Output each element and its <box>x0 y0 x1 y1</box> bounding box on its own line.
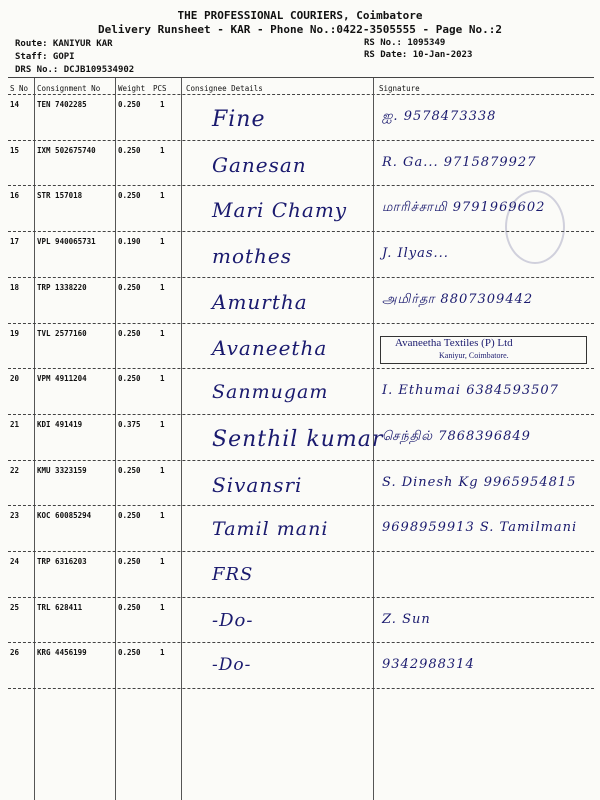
cell-sno: 21 <box>10 419 20 429</box>
consignee-handwriting: Fine <box>212 107 266 132</box>
row-rule <box>8 505 594 506</box>
cell-sno: 15 <box>10 145 20 155</box>
row-rule <box>8 414 594 415</box>
table-row <box>10 554 595 599</box>
cell-consignment: TRP 6316203 <box>37 557 87 566</box>
cell-weight: 0.250 <box>118 557 141 566</box>
cell-sno: 24 <box>10 557 20 566</box>
cell-weight: 0.250 <box>118 282 141 292</box>
row-rule <box>8 323 594 324</box>
consignee-handwriting: mothes <box>212 244 293 269</box>
signature-handwriting: Z. Sun <box>382 611 431 627</box>
cell-pcs: 1 <box>160 374 165 384</box>
cell-pcs: 1 <box>160 100 165 109</box>
cell-weight: 0.190 <box>118 237 141 247</box>
col-weight: Weight <box>118 84 146 93</box>
signature-handwriting: R. Ga... 9715879927 <box>382 154 537 170</box>
row-rule <box>8 368 594 369</box>
consignee-handwriting: -Do- <box>212 655 252 676</box>
cell-pcs: 1 <box>160 191 165 201</box>
table-row <box>10 234 595 279</box>
cell-consignment: TRL 628411 <box>37 602 83 612</box>
cell-weight: 0.250 <box>118 648 141 658</box>
table-header <box>10 82 595 96</box>
cell-consignment: TVL 2577160 <box>37 328 87 338</box>
consignee-handwriting: Senthil kumar <box>212 426 384 452</box>
signature-handwriting: I. Ethumai 6384593507 <box>382 383 559 399</box>
cell-consignment: VPL 940065731 <box>37 237 96 247</box>
cell-weight: 0.250 <box>118 374 141 384</box>
cell-sno: 20 <box>10 374 20 384</box>
row-rule <box>8 460 594 461</box>
table-row <box>10 600 595 645</box>
col-consignment: Consignment No <box>37 84 101 93</box>
col-pcs: PCS <box>153 84 167 93</box>
cell-consignment: KOC 60085294 <box>37 511 92 521</box>
consignee-handwriting: Ganesan <box>212 152 307 177</box>
consignee-handwriting: -Do- <box>212 609 254 631</box>
cell-consignment: TRP 1338220 <box>37 282 87 292</box>
signature-handwriting: மாரிச்சாமி 9791969602 <box>382 200 546 216</box>
rs-date-field: RS Date: 10-Jan-2023 <box>364 50 473 60</box>
signature-handwriting: J. Ilyas... <box>382 246 449 262</box>
table-row <box>10 97 595 142</box>
cell-weight: 0.250 <box>118 145 141 155</box>
cell-sno: 22 <box>10 465 20 475</box>
cell-consignment: KRG 4456199 <box>37 648 87 658</box>
consignee-handwriting: Sivansri <box>212 472 303 497</box>
cell-sno: 18 <box>10 282 20 292</box>
consignee-handwriting: Sanmugam <box>212 381 329 404</box>
cell-pcs: 1 <box>160 328 165 338</box>
cell-weight: 0.250 <box>118 602 141 612</box>
cell-sno: 25 <box>10 602 20 612</box>
cell-consignment: STR 157018 <box>37 191 83 201</box>
cell-weight: 0.250 <box>118 100 141 109</box>
cell-weight: 0.250 <box>118 328 141 338</box>
cell-sno: 17 <box>10 237 20 247</box>
cell-pcs: 1 <box>160 237 165 247</box>
table-row <box>10 645 595 690</box>
signature-handwriting: S. Dinesh Kg 9965954815 <box>382 474 577 490</box>
consignee-handwriting: Avaneetha <box>212 335 328 360</box>
signature-handwriting: ஐ. 9578473338 <box>382 109 497 124</box>
rs-number-field: RS No.: 1095349 <box>364 38 446 48</box>
cell-sno: 23 <box>10 511 20 521</box>
row-rule <box>8 597 594 598</box>
consignee-handwriting: Mari Chamy <box>212 198 348 223</box>
cell-weight: 0.250 <box>118 465 141 475</box>
cell-consignment: TEN 7402285 <box>37 100 87 109</box>
subtitle-line: Delivery Runsheet - KAR - Phone No.:0422-3505555 - Page No.:2 <box>98 23 502 36</box>
cell-consignment: IXM 502675740 <box>37 145 96 155</box>
cell-pcs: 1 <box>160 557 165 566</box>
consignee-handwriting: Amurtha <box>212 289 308 314</box>
stamp-line2: Kaniyur, Coimbatore. <box>439 351 509 360</box>
row-rule <box>8 688 594 689</box>
row-rule <box>8 231 594 232</box>
route-field: Route: KANIYUR KAR <box>15 39 113 49</box>
cell-weight: 0.375 <box>118 419 141 429</box>
staff-field: Staff: GOPI <box>15 52 75 62</box>
row-rule <box>8 642 594 643</box>
cell-consignment: VPM 4911204 <box>37 374 87 384</box>
cell-pcs: 1 <box>160 145 165 155</box>
cell-pcs: 1 <box>160 602 165 612</box>
company-stamp <box>380 336 587 364</box>
cell-weight: 0.250 <box>118 191 141 201</box>
title-line: THE PROFESSIONAL COURIERS, Coimbatore <box>177 9 423 22</box>
row-rule <box>8 140 594 141</box>
cell-consignment: KMU 3323159 <box>37 465 87 475</box>
row-rule <box>8 551 594 552</box>
cell-pcs: 1 <box>160 465 165 475</box>
table-top-rule <box>8 77 594 78</box>
row-rule <box>8 185 594 186</box>
consignee-handwriting: FRS <box>212 564 254 585</box>
cell-pcs: 1 <box>160 648 165 658</box>
cell-sno: 26 <box>10 648 20 658</box>
cell-pcs: 1 <box>160 511 165 521</box>
col-signature: Signature <box>379 84 420 93</box>
signature-handwriting: 9698959913 S. Tamilmani <box>382 520 578 536</box>
col-sno: S No <box>10 84 29 93</box>
cell-sno: 14 <box>10 100 20 109</box>
consignee-handwriting: Tamil mani <box>212 518 329 541</box>
cell-consignment: KDI 491419 <box>37 419 83 429</box>
row-rule <box>8 277 594 278</box>
stamp-line1: Avaneetha Textiles (P) Ltd <box>395 337 513 349</box>
col-consignee: Consignee Details <box>186 84 263 93</box>
drs-field: DRS No.: DCJB109534902 <box>15 65 135 75</box>
signature-handwriting: அமிர்தா 8807309442 <box>382 291 534 307</box>
signature-handwriting: 9342988314 <box>382 657 475 673</box>
signature-handwriting: செந்தில் 7868396849 <box>382 428 531 444</box>
cell-sno: 19 <box>10 328 20 338</box>
cell-weight: 0.250 <box>118 511 141 521</box>
cell-sno: 16 <box>10 191 20 201</box>
cell-pcs: 1 <box>160 282 165 292</box>
cell-pcs: 1 <box>160 419 165 429</box>
